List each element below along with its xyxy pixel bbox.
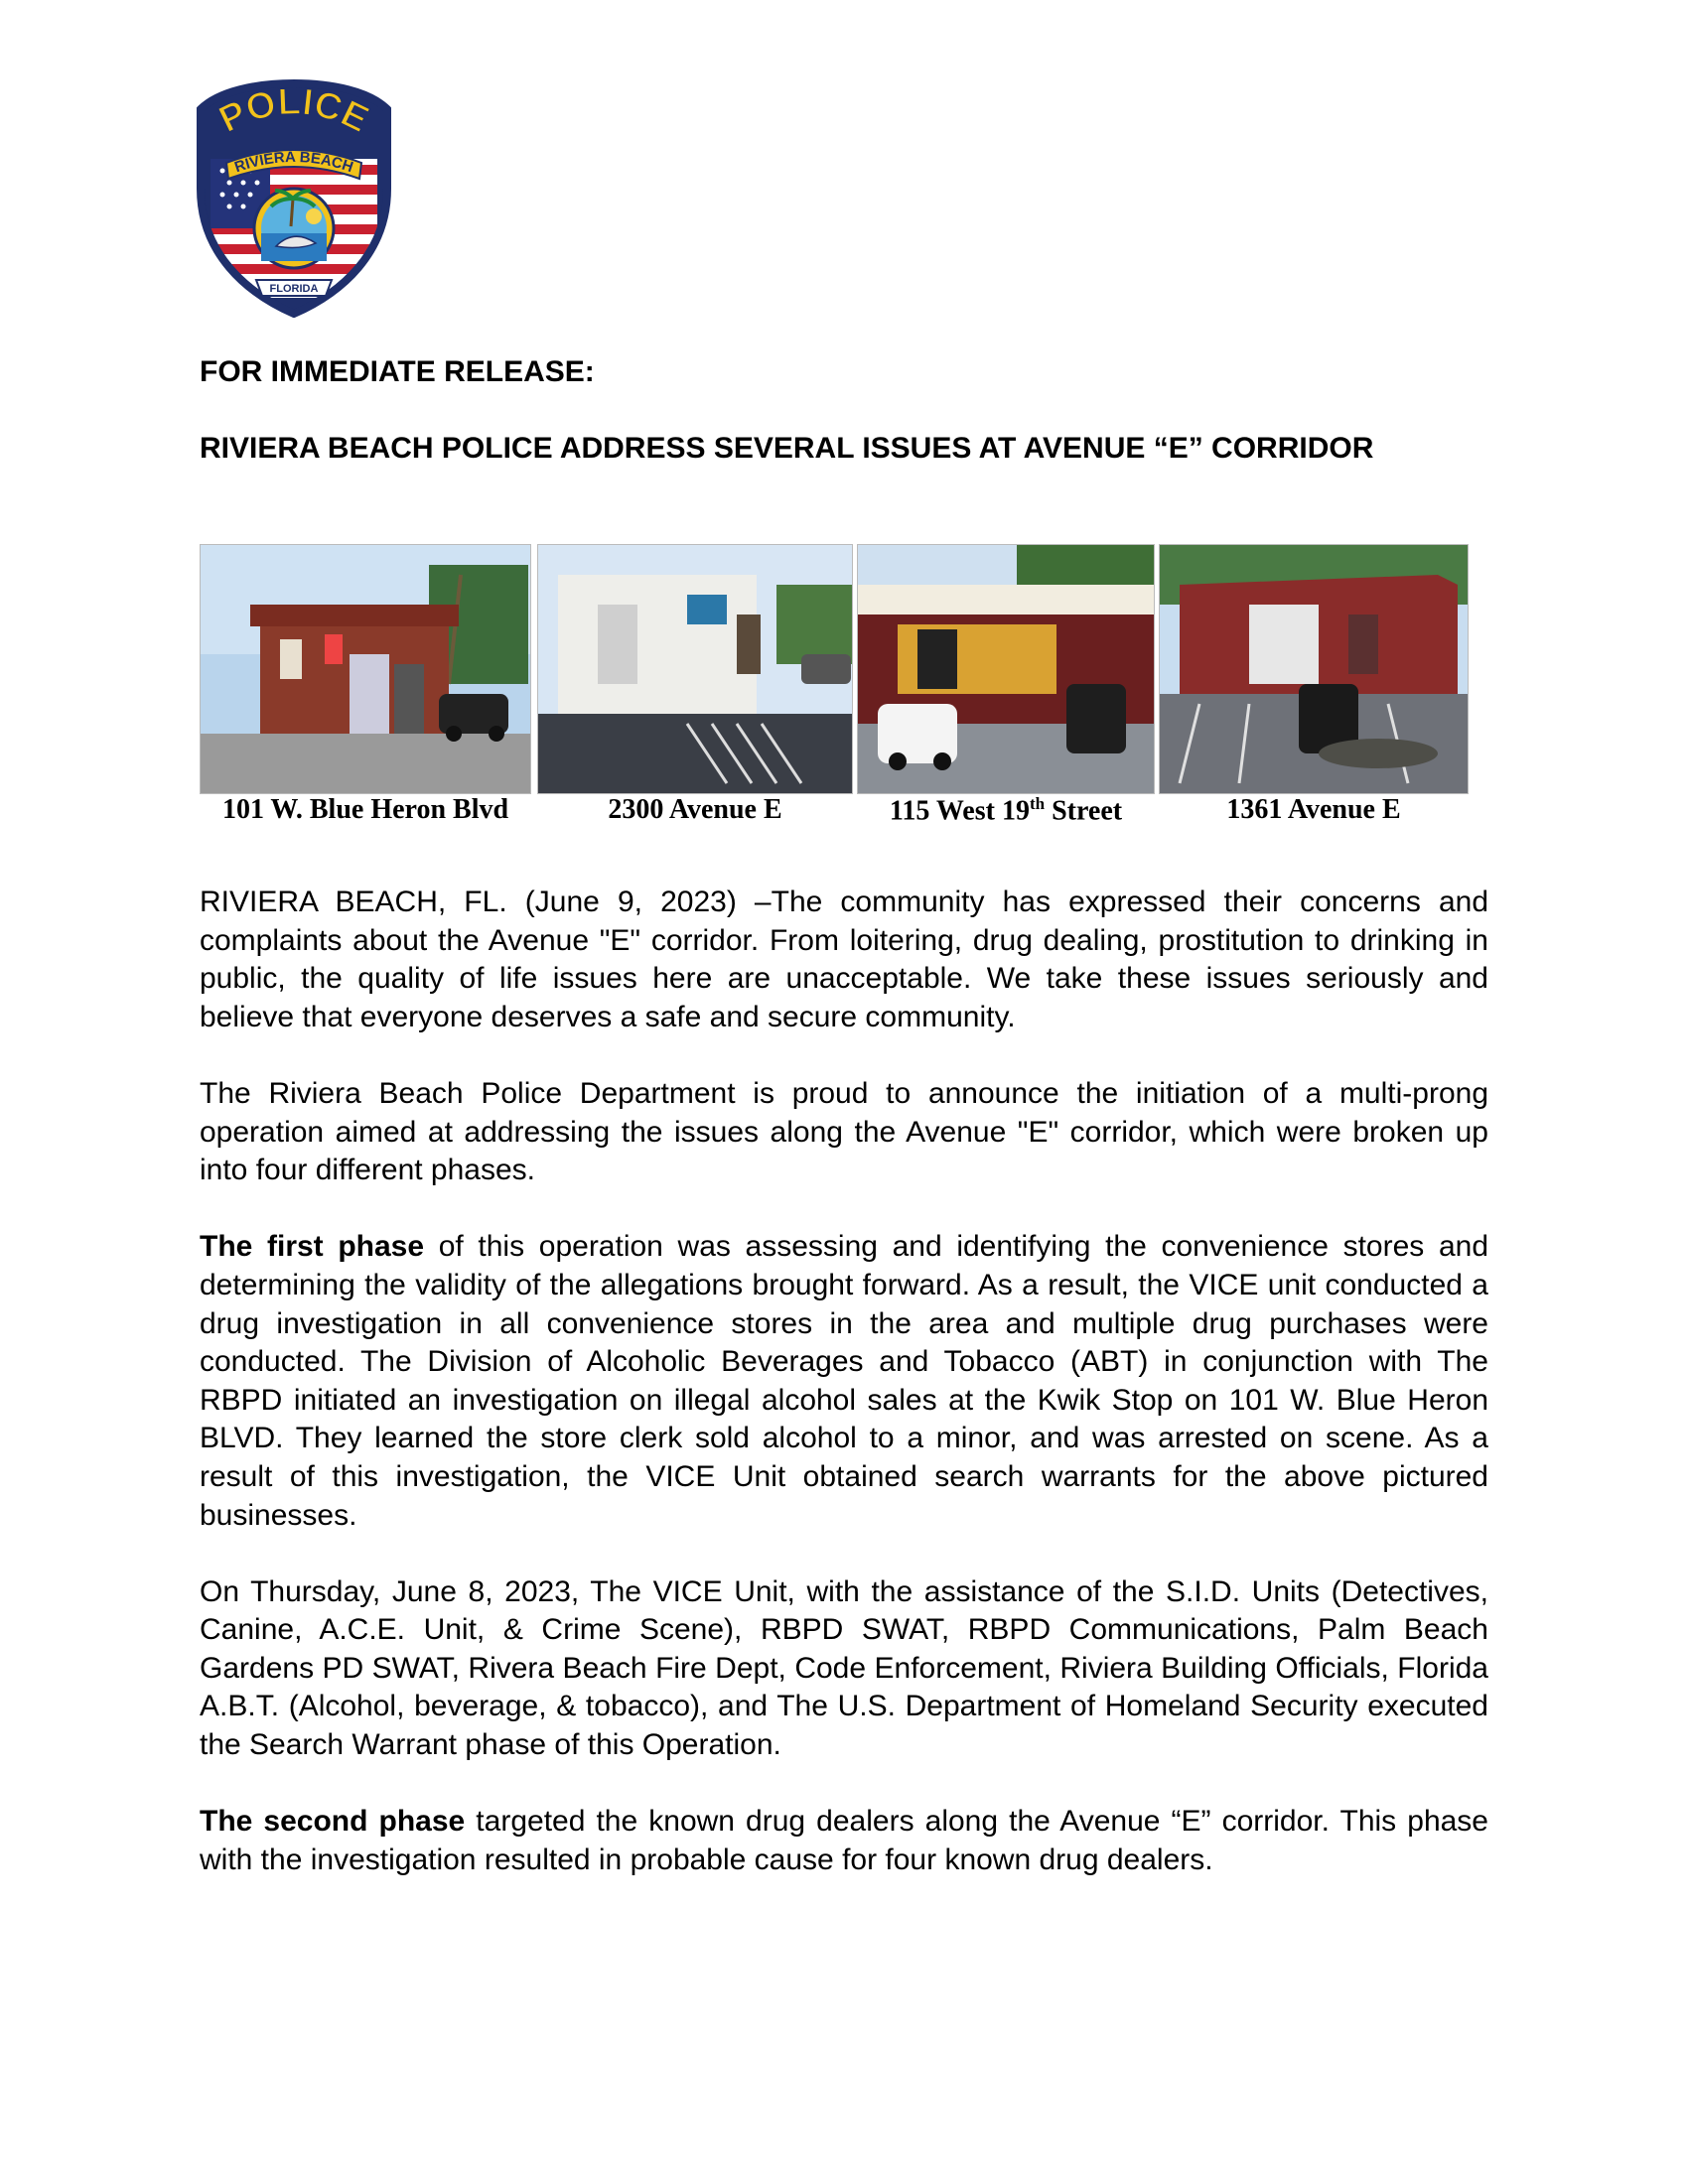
photo-card-2300-avenue-e [537, 544, 853, 825]
storefront-photo-west-19th-street [857, 544, 1155, 794]
paragraph-search-warrant: On Thursday, June 8, 2023, The VICE Unit, with the assistance of the S.I.D. Units (Detectives, Canine, A.C.E. Unit, & Crime Scene), RBPD SWAT, RBPD Communications, Palm Beach Gardens PD SWAT, Rivera Beach Fire Dept, Code Enforcement, Riviera Building Officials, Florida A.B.T. (Alcohol, beverage, & tobacco), and The U.S. Department of Homeland Security executed the Search Warrant phase of this Operation. [200, 1574, 1488, 1762]
storefront-photo-2300-avenue-e [537, 544, 853, 794]
riviera-beach-police-badge [197, 79, 391, 318]
second-phase-lead: The second phase [200, 1805, 466, 1839]
photo-caption: 115 West 19th Street [889, 794, 1123, 827]
storefront-photos [200, 544, 1488, 842]
storefront-photo-1361-avenue-e [1159, 544, 1469, 794]
photo-caption: 101 W. Blue Heron Blvd [221, 794, 509, 825]
paragraph-first-phase: The first phase of this operation was assessing and identifying the convenience stores and determining the validity of the allegations brought forward. As a result, the VICE unit conducted a drug investigation in all convenience stores in the area and multiple drug purchases were conducted. The Division of Alcoholic Beverages and Tobacco (ABT) in conjunction with The RBPD initiated an investigation on illegal alcohol sales at the Kwik Stop on 101 W. Blue Heron BLVD. They learned the store clerk sold alcohol to a minor, and was arrested on scene. As a result of this investigation, the VICE Unit obtained search warrants for the above pictured businesses. [200, 1230, 1489, 1532]
paragraph-second-phase: The second phase targeted the known drug dealers along the Avenue “E” corridor. This phase with the investigation resulted in probable cause for four known drug dealers. [200, 1805, 1488, 1876]
first-phase-lead: The first phase [200, 1230, 425, 1264]
badge-ribbon-text: RIVIERA BEACH [232, 148, 355, 177]
photo-caption: 1361 Avenue E [1226, 794, 1401, 825]
badge-top-text: POLICE [212, 80, 375, 142]
badge-bottom-text: FLORIDA [269, 283, 319, 295]
photo-card-blue-heron [200, 544, 531, 825]
page-title: RIVIERA BEACH POLICE ADDRESS SEVERAL ISSUES AT AVENUE “E” CORRIDOR [200, 432, 1374, 465]
paragraph-announcement: The Riviera Beach Police Department is proud to announce the initiation of a multi-prong operation aimed at addressing the issues along the Avenue "E" corridor, which were broken up into four different phases. [200, 1076, 1488, 1187]
photo-card-west-19th-street [857, 544, 1155, 827]
photo-card-1361-avenue-e [1159, 544, 1469, 825]
paragraph-intro: RIVIERA BEACH, FL. (June 9, 2023) –The community has expressed their concerns and complaints about the Avenue "E" corridor. From loitering, drug dealing, prostitution to drinking in public, the quality of life issues here are unacceptable. We take these issues seriously and believe that everyone deserves a safe and secure community. [200, 886, 1488, 1033]
release-label: FOR IMMEDIATE RELEASE: [200, 355, 595, 388]
storefront-photo-blue-heron [200, 544, 531, 794]
press-release-body [200, 884, 1488, 1918]
photo-caption: 2300 Avenue E [608, 794, 782, 825]
